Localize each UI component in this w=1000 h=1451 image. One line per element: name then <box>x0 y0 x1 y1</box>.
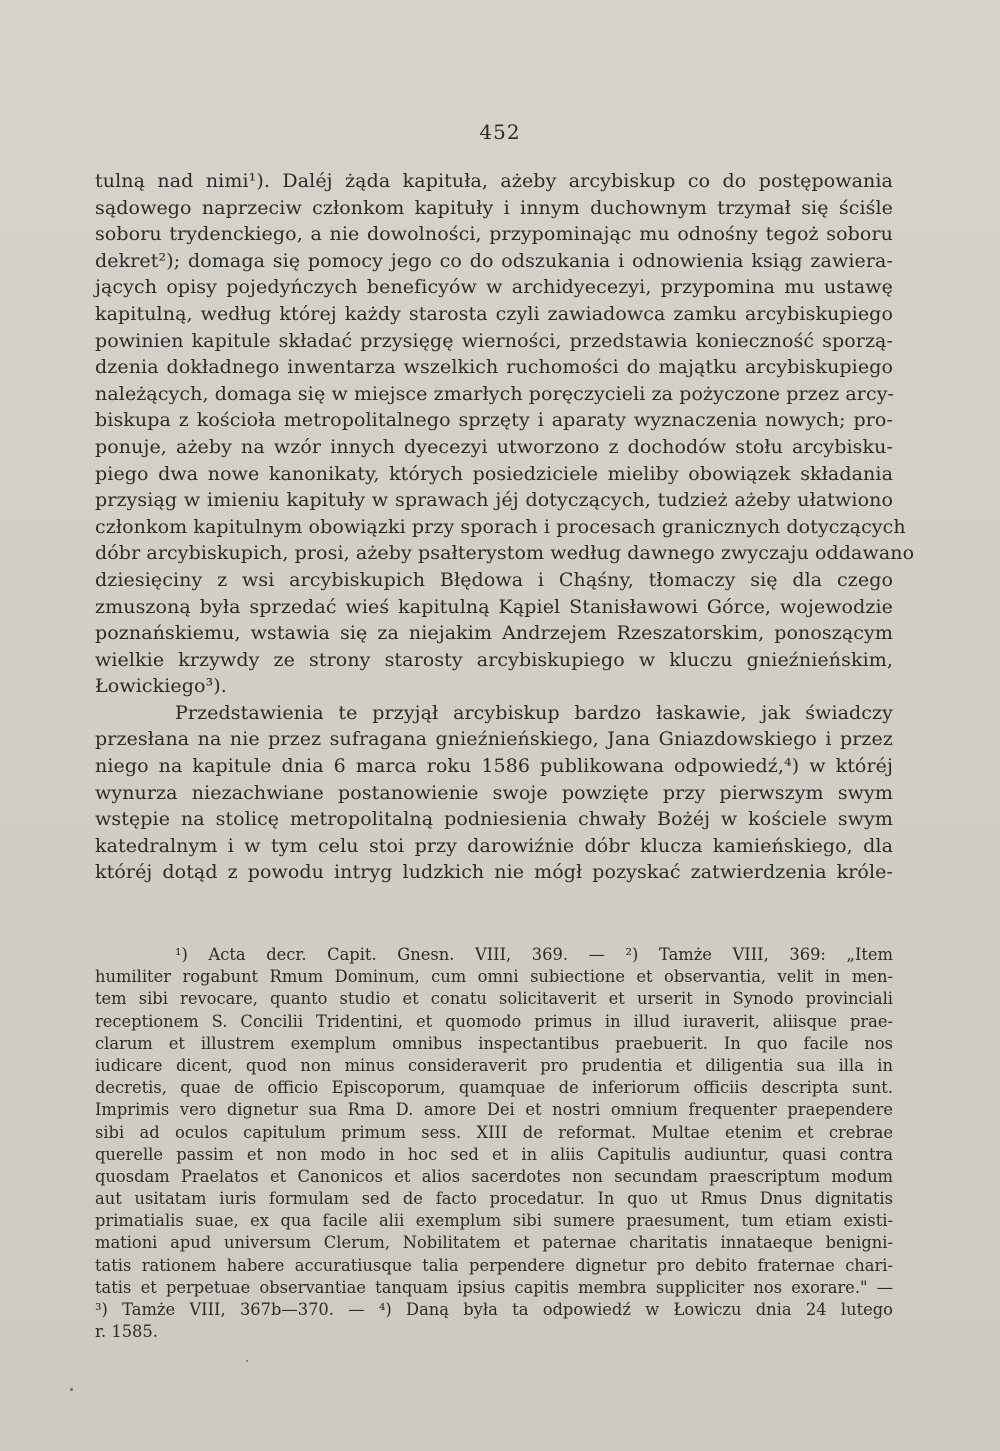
footnotes <box>95 944 893 1343</box>
text-line: dzenia dokładnego inwentarza wszelkich ruchomości do majątku arcybiskupiego <box>95 356 893 379</box>
footnote-line: quosdam Praelatos et Canonicos et alios sacerdotes non secundam praescriptum modum <box>95 1166 893 1186</box>
text-line: któréj dotąd z powodu intryg ludzkich nie mógł pozyskać zatwierdzenia króle- <box>95 861 893 884</box>
text-line: poznańskiemu, wstawia się za niejakim Andrzejem Rzeszatorskim, ponoszącym <box>95 622 893 645</box>
text-line: ponuje, ażeby na wzór innych dyecezyi utworzono z dochodów stołu arcybisku- <box>95 435 893 458</box>
text-line: dóbr arcybiskupich, prosi, ażeby psałterystom według dawnego zwyczaju oddawano <box>95 542 915 565</box>
footnote-line: mationi apud universum Clerum, Nobilitatem et paternae charitatis innataeque benigni- <box>95 1233 893 1253</box>
paragraph-start-line: Przedstawienia te przyjął arcybiskup bardzo łaskawie, jak świadczy <box>175 701 893 724</box>
paper-speck <box>70 1388 73 1391</box>
footnote-line: primatialis suae, ex qua facile alii exemplum sibi sumere praesument, tum etiam existi- <box>95 1211 893 1231</box>
text-line: niego na kapitule dnia 6 marca roku 1586 publikowana odpowiedź,⁴) w któréj <box>95 755 893 778</box>
text-line: soboru trydenckiego, a nie dowolności, przypominając mu odnośny tegoż soboru <box>95 223 893 246</box>
footnote-line: iudicare dicent, quod non minus consideraverit pro prudentia et diligentia sua illa in <box>95 1055 893 1075</box>
text-line: Łowickiego³). <box>95 675 227 698</box>
footnote-line: tatis rationem habere accuratiusque talia perpendere dignetur pro debito fraternae chari- <box>95 1255 893 1275</box>
text-line: wstępie na stolicę metropolitalną podniesienia chwały Bożéj w kościele swym <box>95 808 893 831</box>
footnote-line: querelle passim et non modo in hoc sed et in aliis Capitulis audiuntur, quasi contra <box>95 1144 893 1164</box>
footnote-line: aut usitatam iuris formulam sed de facto procedatur. In quo ut Rmus Dnus dignitatis <box>95 1189 893 1209</box>
footnote-line: decretis, quae de officio Episcoporum, quamquae de inferiorum officiis descripta sunt. <box>95 1078 893 1098</box>
text-line: przysiąg w imieniu kapituły w sprawach jéj dotyczących, tudzież ażeby ułatwiono <box>95 489 893 512</box>
text-line: sądowego naprzeciw członkom kapituły i innym duchownym trzymał się ściśle <box>95 196 893 219</box>
text-line: kapitulną, według której każdy starosta czyli zawiadowca zamku arcybiskupiego <box>95 302 893 325</box>
text-line: należących, domaga się w miejsce zmarłych poręczycieli za pożyczone przez arcy- <box>95 382 895 405</box>
footnote-line: clarum et illustrem exemplum omnibus inspectantibus praebuerit. In quo facile nos <box>95 1033 893 1053</box>
text-line: powinien kapitule składać przysięgę wierności, przedstawia konieczność sporzą- <box>95 329 893 352</box>
page-number: 452 <box>479 120 521 144</box>
footnote-line: Imprimis vero dignetur sua Rma D. amore Dei et nostri omnium frequenter praependere <box>95 1100 893 1120</box>
text-line: przesłana na nie przez sufragana gnieźnieńskiego, Jana Gniazdowskiego i przez <box>95 728 893 751</box>
footnote-line: ³) Tamże VIII, 367b—370. — ⁴) Daną była ta odpowiedź w Łowiczu dnia 24 lutego <box>95 1300 893 1319</box>
text-line: dekret²); domaga się pomocy jego co do odszukania i odnowienia ksiąg zawiera- <box>95 249 893 272</box>
text-line: katedralnym i w tym celu stoi przy darowiźnie dóbr klucza kamieńskiego, dla <box>95 834 893 857</box>
footnote-line: receptionem S. Concilii Tridentini, et quomodo primus in illud iuraverit, aliisque prae- <box>95 1011 893 1031</box>
footnote-line: r. 1585. <box>95 1322 158 1342</box>
text-line: biskupa z kościoła metropolitalnego sprzęty i aparaty wyznaczenia nowych; pro- <box>95 409 893 432</box>
footnote-line: humiliter rogabunt Rmum Dominum, cum omni subiectione et observantia, velit in men- <box>95 967 893 987</box>
text-line: zmuszoną była sprzedać wieś kapitulną Kąpiel Stanisławowi Górce, wojewodzie <box>95 595 893 618</box>
text-line: piego dwa nowe kanonikaty, których posiedziciele mieliby obowiązek składania <box>95 462 893 485</box>
text-line: jących opisy pojedyńczych beneficyów w archidyecezyi, przypomina mu ustawę <box>95 276 893 299</box>
text-line: dziesięciny z wsi arcybiskupich Błędowa i Chąśny, tłomaczy się dla czego <box>95 568 893 591</box>
main-text <box>95 168 915 886</box>
text-line: członkom kapitulnym obowiązki przy sporach i procesach granicznych dotyczących <box>95 515 906 538</box>
footnote-line: tatis et perpetuae observantiae tanquam ipsius capitis membra suppliciter nos exorare." — <box>95 1277 893 1297</box>
text-line: tulną nad nimi¹). Daléj żąda kapituła, ażeby arcybiskup co do postępowania <box>95 170 893 192</box>
footnote-line: ¹) Acta decr. Capit. Gnesn. VIII, 369. — ²) Tamże VIII, 369: „Item <box>175 945 893 964</box>
paper-speck <box>246 1360 248 1362</box>
footnote-line: sibi ad oculos capitulum primum sess. XIII de reformat. Multae etenim et crebrae <box>95 1122 893 1142</box>
text-line: wynurza niezachwiane postanowienie swoje powzięte przy pierwszym swym <box>95 781 893 804</box>
text-line: wielkie krzywdy ze strony starosty arcybiskupiego w kluczu gnieźnieńskim, <box>95 648 893 671</box>
footnote-line: tem sibi revocare, quanto studio et conatu solicitaverit et urserit in Synodo provinciali <box>95 989 893 1009</box>
